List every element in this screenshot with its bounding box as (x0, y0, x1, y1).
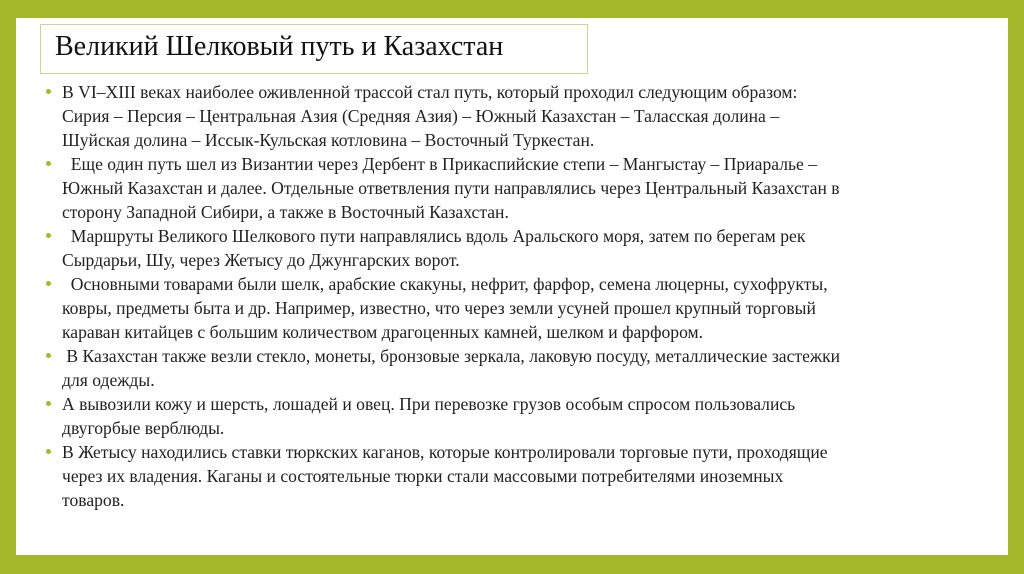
bullet-text-line: В Жетысу находились ставки тюркских каганов, которые контролировали торговые пути, проходящие (62, 442, 828, 462)
bullet-dot-icon (46, 161, 51, 166)
bullet-text-line: Шуйская долина – Иссык-Кульская котловина – Восточный Туркестан. (62, 130, 595, 150)
bullet-text-line: Маршруты Великого Шелкового пути направлялись вдоль Аральского моря, затем по берегам рек (62, 226, 806, 246)
bullet-text-line: А вывозили кожу и шерсть, лошадей и овец. При перевозке грузов особым спросом пользовались (62, 394, 796, 414)
bullet-list (46, 80, 996, 512)
bullet-text-line: Южный Казахстан и далее. Отдельные ответвления пути направлялись через Центральный Казахстан в (62, 178, 840, 198)
bullet-text-line: двугорбые верблюды. (62, 418, 225, 438)
bullet-dot-icon (46, 353, 51, 358)
bullet-text-line: через их владения. Каганы и состоятельные тюрки стали массовыми потребителями иноземных (62, 466, 784, 486)
bullet-text-line: ковры, предметы быта и др. Например, известно, что через земли усуней прошел крупный торговый (62, 298, 816, 318)
bullet-text-line: Еще один путь шел из Византии через Дербент в Прикаспийские степи – Мангыстау – Приаралье – (62, 154, 818, 174)
bullet-dot-icon (46, 449, 51, 454)
bullet-text-line: караван китайцев с большим количеством драгоценных камней, шелком и фарфором. (62, 322, 704, 342)
bullet-item (46, 440, 996, 512)
bullet-text-line: Основными товарами были шелк, арабские скакуны, нефрит, фарфор, семена люцерны, сухофрукты, (62, 274, 828, 294)
bullet-text-line: Сирия – Персия – Центральная Азия (Средняя Азия) – Южный Казахстан – Таласская долина – (62, 106, 780, 126)
title-box (40, 24, 588, 74)
bullet-item (46, 224, 996, 272)
bullet-item (46, 152, 996, 224)
bullet-text-line: В Казахстан также везли стекло, монеты, бронзовые зеркала, лаковую посуду, металлические застежки (62, 346, 841, 366)
bullet-item (46, 80, 996, 152)
slide-title: Великий Шелковый путь и Казахстан (55, 31, 504, 62)
slide (16, 18, 1008, 555)
bullet-dot-icon (46, 281, 51, 286)
bullet-dot-icon (46, 401, 51, 406)
bullet-text-line: сторону Западной Сибири, а также в Восточный Казахстан. (62, 202, 509, 222)
bullet-item (46, 344, 996, 392)
bullet-item (46, 392, 996, 440)
bullet-text-line: Сырдарьи, Шу, через Жетысу до Джунгарских ворот. (62, 250, 460, 270)
bullet-text-line: В VI–XIII веках наиболее оживленной трассой стал путь, который проходил следующим образом: (62, 82, 798, 102)
bullet-dot-icon (46, 233, 51, 238)
bullet-item (46, 272, 996, 344)
bullet-text-line: для одежды. (62, 370, 155, 390)
bullet-text-line: товаров. (62, 490, 125, 510)
bullet-dot-icon (46, 89, 51, 94)
